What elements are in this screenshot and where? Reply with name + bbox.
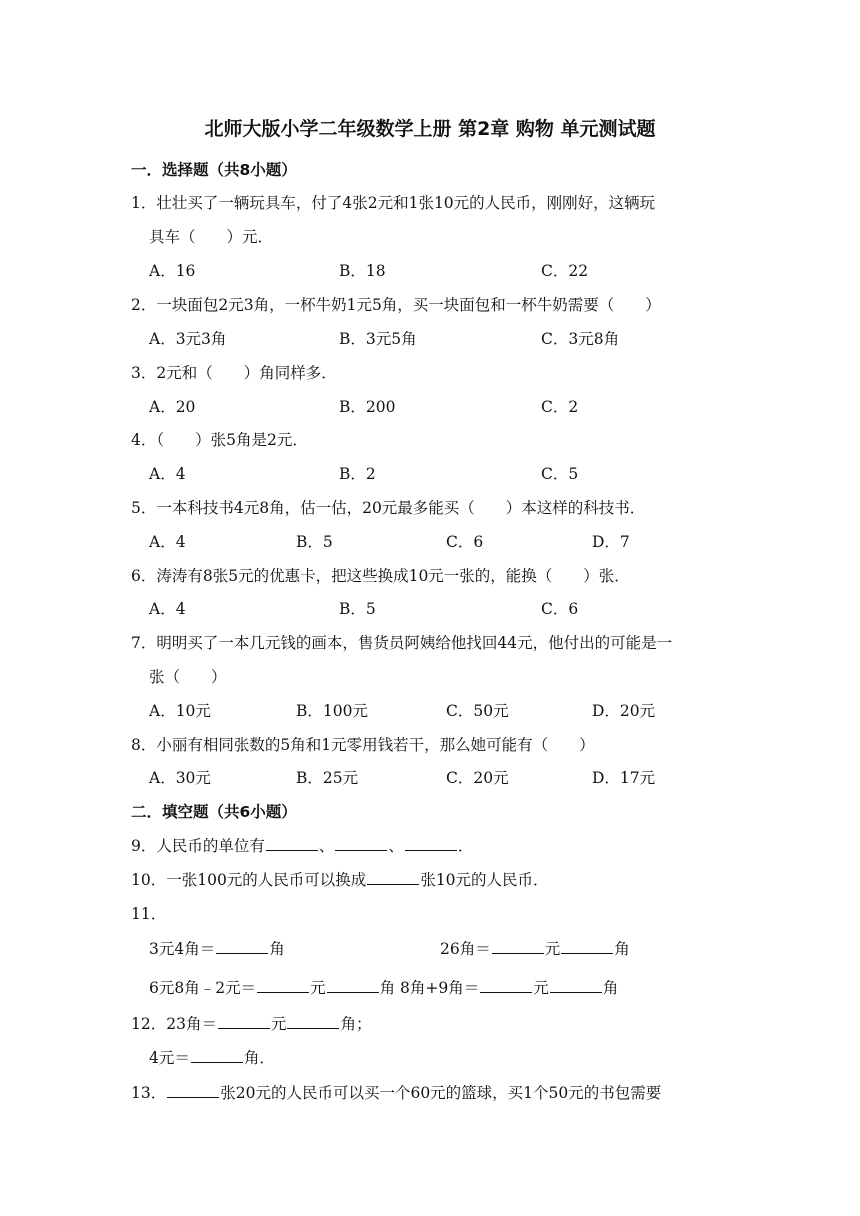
question-5-text: 5．一本科技书4元8角，估一估，20元最多能买（ ）本这样的科技书．: [131, 499, 646, 517]
separator: 、: [318, 837, 335, 855]
q1-option-b[interactable]: B．18: [339, 262, 386, 280]
q5-option-a[interactable]: A．4: [149, 533, 186, 551]
page-title: 北师大版小学二年级数学上册 第2章 购物 单元测试题: [204, 118, 656, 140]
question-6-text: 6．涛涛有8张5元的优惠卡，把这些换成10元一张的，能换（ ）张．: [131, 567, 630, 585]
q4-option-a[interactable]: A．4: [149, 465, 186, 483]
q5-option-c[interactable]: C．6: [446, 533, 484, 551]
q13-text: 张20元的人民币可以买一个60元的篮球，买1个50元的书包需要: [220, 1084, 662, 1102]
q8-option-d[interactable]: D．17元: [592, 769, 656, 787]
answer-blank[interactable]: [287, 1027, 339, 1029]
punctuation: ．: [457, 837, 474, 855]
q12-unit: 角；: [340, 1015, 372, 1033]
question-10-text: 10．一张100元的人民币可以换成: [131, 871, 367, 889]
q1-option-c[interactable]: C．22: [541, 262, 589, 280]
q1-option-a[interactable]: A．16: [149, 262, 196, 280]
q7-option-c[interactable]: C．50元: [446, 702, 509, 720]
answer-blank[interactable]: [405, 849, 457, 851]
question-1-text-cont: 具车（ ）元．: [149, 228, 274, 246]
q5-option-b[interactable]: B．5: [296, 533, 333, 551]
answer-blank[interactable]: [191, 1061, 243, 1063]
question-10-text-end: 张10元的人民币．: [420, 871, 549, 889]
answer-blank[interactable]: [327, 991, 379, 993]
question-11-row2: [149, 976, 618, 998]
question-7-text-cont: 张（ ）: [149, 668, 227, 686]
q8-option-c[interactable]: C．20元: [446, 769, 509, 787]
section-heading-choice: 一．选择题（共8小题）: [131, 161, 297, 179]
q12-text: 4元＝: [149, 1049, 190, 1067]
question-8-text: 8．小丽有相同张数的5角和1元零用钱若干，那么她可能有（ ）: [131, 736, 595, 754]
q7-option-b[interactable]: B．100元: [296, 702, 368, 720]
question-9-text: 9．人民币的单位有: [131, 837, 265, 855]
q11-text: 角 8角+9角＝: [379, 979, 480, 997]
answer-blank[interactable]: [167, 1096, 219, 1098]
question-13: [131, 1081, 661, 1103]
q5-option-d[interactable]: D．7: [592, 533, 630, 551]
question-12-row2: [149, 1046, 275, 1068]
q12-unit: 角．: [243, 1049, 275, 1067]
q6-option-c[interactable]: C．6: [541, 600, 579, 618]
question-9: [131, 834, 473, 856]
question-7-text: 7．明明买了一本几元钱的画本，售货员阿姨给他找回44元，他付出的可能是一: [131, 634, 673, 652]
question-1-text: 1．壮壮买了一辆玩具车，付了4张2元和1张10元的人民币，刚刚好，这辆玩: [131, 194, 656, 212]
q2-option-c[interactable]: C．3元8角: [541, 330, 620, 348]
question-11-row1-right: [440, 937, 630, 959]
q11-unit: 角: [614, 940, 630, 958]
q13-number: 13．: [131, 1084, 167, 1102]
answer-blank[interactable]: [335, 849, 387, 851]
answer-blank[interactable]: [257, 991, 309, 993]
q11-text: 26角＝: [440, 940, 491, 958]
q8-option-b[interactable]: B．25元: [296, 769, 359, 787]
q11-unit: 角: [269, 940, 285, 958]
q11-unit: 元: [533, 979, 549, 997]
answer-blank[interactable]: [550, 991, 602, 993]
question-11-row1-left: [149, 937, 285, 959]
question-3-text: 3．2元和（ ）角同样多．: [131, 364, 337, 382]
question-12-row1: [131, 1012, 371, 1034]
q8-option-a[interactable]: A．30元: [149, 769, 211, 787]
q2-option-a[interactable]: A．3元3角: [149, 330, 227, 348]
answer-blank[interactable]: [480, 991, 532, 993]
q7-option-d[interactable]: D．20元: [592, 702, 656, 720]
question-4-text: 4．（ ）张5角是2元．: [131, 431, 308, 449]
q12-unit: 元: [270, 1015, 287, 1033]
question-11-number: 11．: [131, 905, 167, 923]
q11-unit: 角: [602, 979, 619, 997]
q6-option-a[interactable]: A．4: [149, 600, 186, 618]
q2-option-b[interactable]: B．3元5角: [339, 330, 417, 348]
q3-option-a[interactable]: A．20: [149, 398, 196, 416]
q11-unit: 元: [544, 940, 561, 958]
q6-option-b[interactable]: B．5: [339, 600, 376, 618]
q11-text: 3元4角＝: [149, 940, 216, 958]
q3-option-c[interactable]: C．2: [541, 398, 579, 416]
answer-blank[interactable]: [218, 1027, 270, 1029]
q4-option-b[interactable]: B．2: [339, 465, 376, 483]
answer-blank[interactable]: [561, 952, 613, 954]
q4-option-c[interactable]: C．5: [541, 465, 579, 483]
answer-blank[interactable]: [367, 883, 419, 885]
q7-option-a[interactable]: A．10元: [149, 702, 211, 720]
section-heading-fill: 二．填空题（共6小题）: [131, 803, 297, 821]
question-10: [131, 868, 549, 890]
q12-text: 12．23角＝: [131, 1015, 217, 1033]
answer-blank[interactable]: [216, 952, 268, 954]
question-2-text: 2．一块面包2元3角，一杯牛奶1元5角，买一块面包和一杯牛奶需要（ ）: [131, 296, 661, 314]
q3-option-b[interactable]: B．200: [339, 398, 396, 416]
q11-text: 6元8角﹣2元＝: [149, 979, 257, 997]
answer-blank[interactable]: [492, 952, 544, 954]
q11-unit: 元: [310, 979, 326, 997]
separator: 、: [388, 837, 404, 855]
answer-blank[interactable]: [266, 849, 318, 851]
